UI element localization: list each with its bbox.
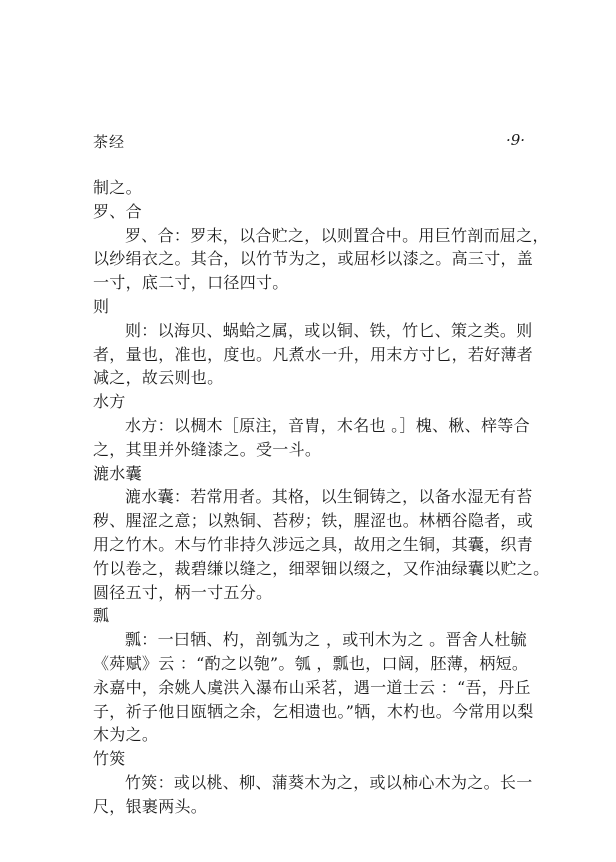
section-heading: 水方 <box>93 392 126 412</box>
text-line: 以纱绢衣之。其合，以竹节为之，或屈杉以漆之。高三寸，盖 <box>93 249 534 269</box>
section-heading: 罗、合 <box>93 201 142 221</box>
text-line: 竹以卷之，裁碧缣以缝之，细翠钿以缀之，又作油绿囊以贮之。 <box>93 558 550 578</box>
text-line: 木为之。 <box>93 725 159 745</box>
page-number: ·9· <box>506 131 526 149</box>
text-line: 一寸，底二寸，口径四寸。 <box>93 273 289 293</box>
text-line: 漉水囊：若常用者。其格，以生铜铸之，以备水湿无有苔 <box>125 487 533 507</box>
text-line: 瓢：一曰牺、杓，剖瓠为之 ，或刊木为之 。晋舍人杜毓 <box>125 630 527 650</box>
section-heading: 则 <box>93 296 110 316</box>
text-line: 水方：以椆木［原注，音胄，木名也 。］槐、楸、梓等合 <box>125 415 530 435</box>
section-heading: 漉水囊 <box>93 463 142 483</box>
text-line: 罗、合：罗末，以合贮之，以则置合中。用巨竹剖而屈之， <box>125 225 549 245</box>
text-line: 者，量也，准也，度也。凡煮水一升，用末方寸匕，若好薄者 <box>93 344 534 364</box>
text-line: 减之，故云则也。 <box>93 368 224 388</box>
text-line: 用之竹木。木与竹非持久涉远之具，故用之生铜，其囊，织青 <box>93 534 534 554</box>
text-line: 秽、腥涩之意；以熟铜、苔秽；铁，腥涩也。林栖谷隐者，或 <box>93 511 534 531</box>
section-heading: 瓢 <box>93 606 110 626</box>
running-header-title: 茶经 <box>93 133 126 151</box>
text-line: 圆径五寸，柄一寸五分。 <box>93 582 273 602</box>
section-heading: 竹筴 <box>93 749 126 769</box>
text-line: 竹筴：或以桃、柳、蒲葵木为之，或以柿心木为之。长一 <box>125 772 533 792</box>
text-line: 之，其里并外缝漆之。受一斗。 <box>93 439 322 459</box>
text-line: 子，祈子他日瓯牺之余，乞相遗也。”牺，木杓也。今常用以梨 <box>93 701 534 721</box>
text-line: 尺，银裹两头。 <box>93 796 208 816</box>
page-body <box>93 176 550 819</box>
text-line: 永嘉中，余姚人虞洪入瀑布山采茗，遇一道士云 ：“吾，丹丘 <box>93 677 531 697</box>
text-line: 《荈赋》云 ：“酌之以匏”。瓠 ，瓢也，口阔，胚薄，柄短。 <box>93 653 529 673</box>
text-line: 则：以海贝、蜗蛤之属，或以铜、铁，竹匕、策之类。则 <box>125 320 533 340</box>
text-line: 制之。 <box>93 178 142 197</box>
